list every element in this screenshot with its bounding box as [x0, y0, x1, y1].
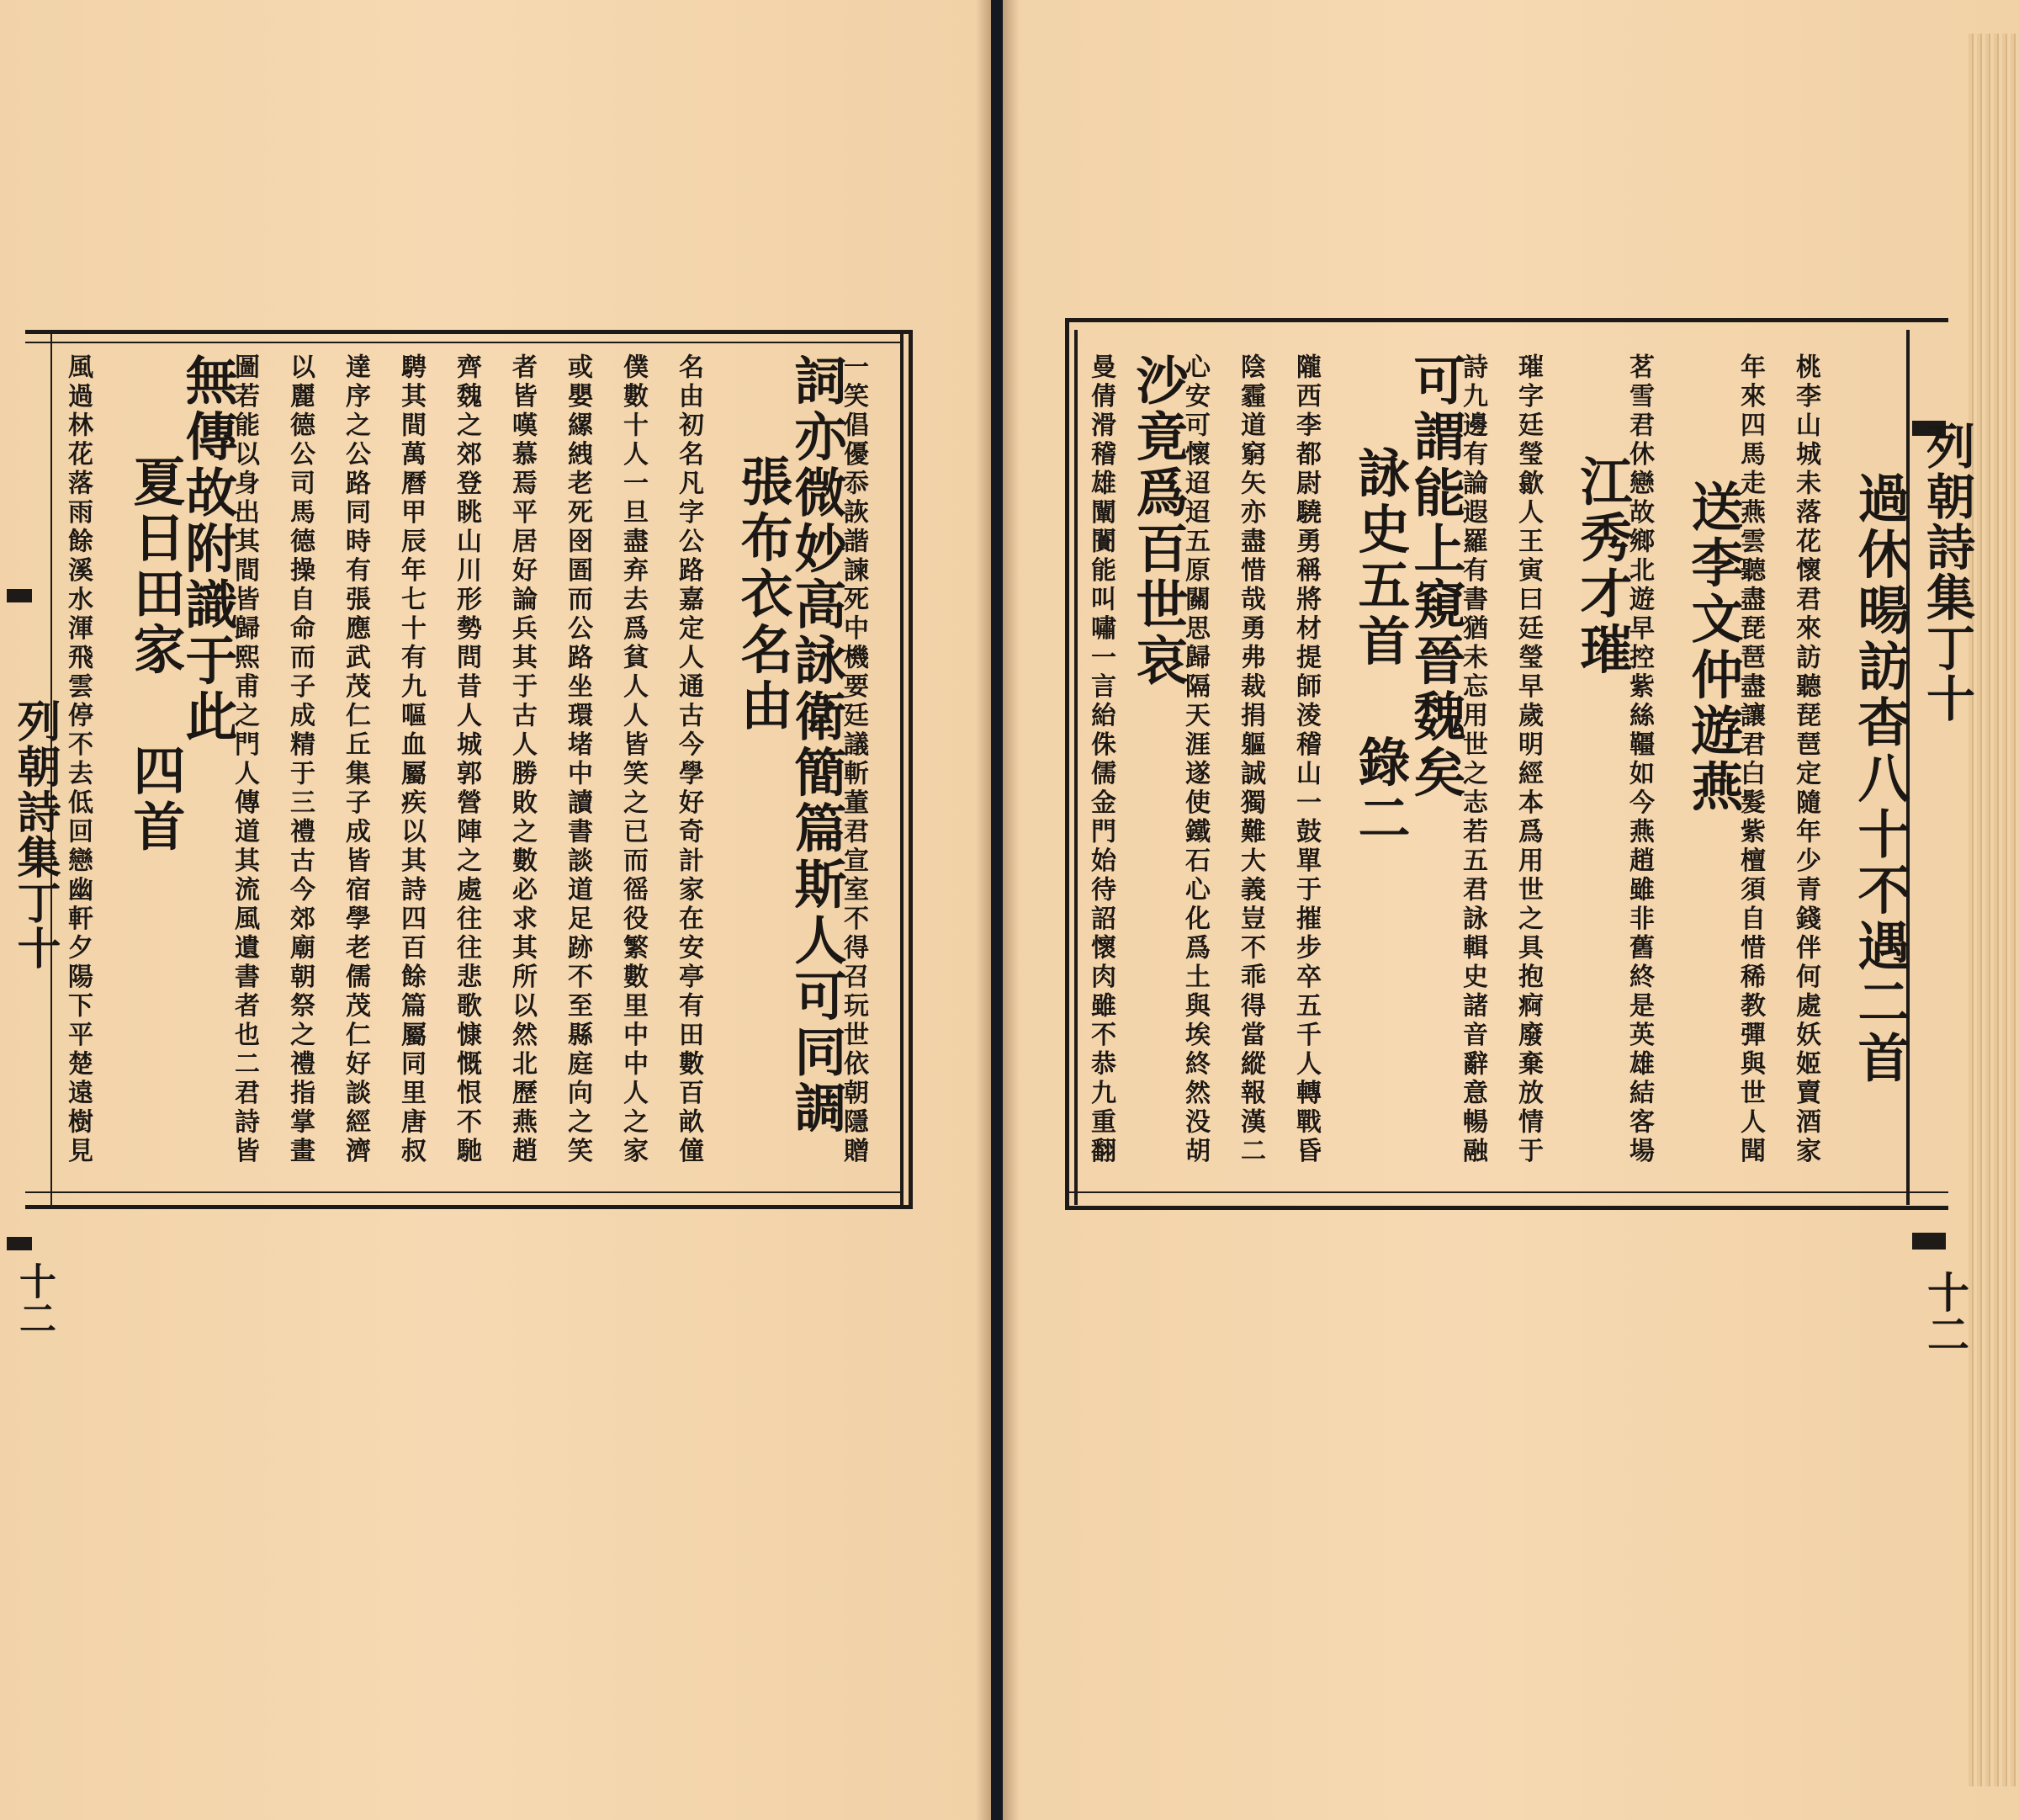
- right-header-page-number: 十二: [1921, 1271, 1970, 1355]
- right-column-11: 隴西李都尉驍勇稱將材提師淩稽山一鼓單于摧步卒五千人轉戰昏: [1291, 353, 1321, 1166]
- left-column-13: 無傳故附識于此: [177, 353, 238, 746]
- left-column-9: 騁其間萬曆甲辰年七十有九嘔血屬疾以其詩四百餘篇屬同里唐叔: [396, 353, 426, 1166]
- left-column-14: 夏日田家 四首: [125, 454, 186, 856]
- left-column-10: 達序之公路同時有張應武茂仁丘集子成皆宿學老儒茂仁好談經濟: [341, 353, 370, 1166]
- left-fishtail-bottom: [7, 1237, 32, 1250]
- right-column-14: 沙竟爲百世哀: [1127, 353, 1189, 689]
- right-column-10: 詠史五首 錄二: [1349, 446, 1411, 847]
- left-column-1: 一笑倡優忝詼諧諫死中機要廷議斬董君宣室不得召玩世依朝隱贈: [839, 353, 868, 1166]
- right-column-2: 桃李山城未落花懷君來訪聽琵琶定隨年少青錢伴何處妖姬賣酒家: [1791, 353, 1820, 1166]
- fishtail-mark-bottom: [1912, 1233, 1946, 1250]
- right-column-13: 心安可懷迢迢五原關思歸隔天涯遂使鐵石心化爲土與埃終然没胡: [1180, 353, 1210, 1166]
- left-inner-right-rule: [900, 330, 904, 1205]
- left-column-3: 張布衣名由: [732, 454, 793, 735]
- right-header-title: 列朝詩集丁十: [1918, 421, 1975, 724]
- right-column-12: 陰霾道窮矢亦盡惜哉勇弗裁捐軀誠獨難大義豈不乖得當縱報漢二: [1236, 353, 1265, 1166]
- left-inner-top-rule: [25, 342, 900, 343]
- left-column-7: 者皆嘆慕焉平居好論兵其于古人勝敗之數必求其所以然北歷燕趙: [507, 353, 537, 1166]
- right-inner-left-rule: [1074, 330, 1078, 1205]
- left-column-4: 名由初名凡字公路嘉定人通古今學好奇計家在安亭有田數百畝僮: [674, 353, 703, 1166]
- left-column-15: 風過林花落雨餘溪水渾飛雲停不去低回戀幽軒夕陽下平楚遠樹見: [63, 353, 93, 1166]
- right-column-1: 過休暘訪杳八十不遇二首: [1849, 471, 1910, 1087]
- right-column-9: 可謂能上窺晉魏矣: [1405, 353, 1466, 801]
- left-inner-bottom-rule: [25, 1191, 900, 1193]
- left-column-12: 圖若能以身出其間皆歸熙甫之門人傳道其流風遺書者也二君詩皆: [230, 353, 259, 1166]
- left-column-5: 僕數十人一旦盡弃去爲貧人人皆笑之已而徭役繁數里中中人之家: [618, 353, 648, 1166]
- left-header-page-number: 十二: [13, 1262, 56, 1336]
- right-column-4: 送李文仲遊燕: [1682, 480, 1744, 815]
- left-header-title: 列朝詩集丁十: [9, 698, 61, 971]
- left-column-11: 以麗德公司馬德操自命而子成精于三禮古今郊廟朝祭之禮指掌畫: [285, 353, 315, 1166]
- left-column-8: 齊魏之郊登眺山川形勢問昔人城郭營陣之處往往悲歌慷慨恨不馳: [452, 353, 481, 1166]
- page-fore-edge: [1969, 34, 2019, 1786]
- right-column-6: 江秀才璀: [1571, 454, 1633, 678]
- right-inner-bottom-rule: [1065, 1191, 1948, 1193]
- right-column-3: 年來四馬走燕雲聽盡琵琶盡讓君白髮紫檀須自惜稀教彈與世人聞: [1735, 353, 1765, 1166]
- book-spine: [991, 0, 1003, 1820]
- right-column-8: 詩九邊有論遐羅有書猶未忘用世之志若五君詠輯史諸音辭意暢融: [1458, 353, 1487, 1166]
- left-column-2: 詞亦微妙高詠衛簡篇斯人可同調: [786, 353, 847, 1137]
- right-column-5: 茗雪君休戀故鄉北遊早控紫絲韁如今燕趙雖非舊終是英雄結客場: [1624, 353, 1654, 1166]
- left-column-6: 或嬰縲絏老死囹圄而公路坐環堵中讀書談道足跡不至縣庭向之笑: [563, 353, 592, 1166]
- left-fishtail-top: [7, 589, 32, 602]
- right-column-7: 璀字廷瑩歙人王寅曰廷瑩早歲明經本爲用世之具抱痾廢棄放情于: [1513, 353, 1543, 1166]
- right-column-15: 曼倩滑稽雄闡闠能叫嘯一言紿侏儒金門始待詔懷肉雖不恭九重翻: [1086, 353, 1115, 1166]
